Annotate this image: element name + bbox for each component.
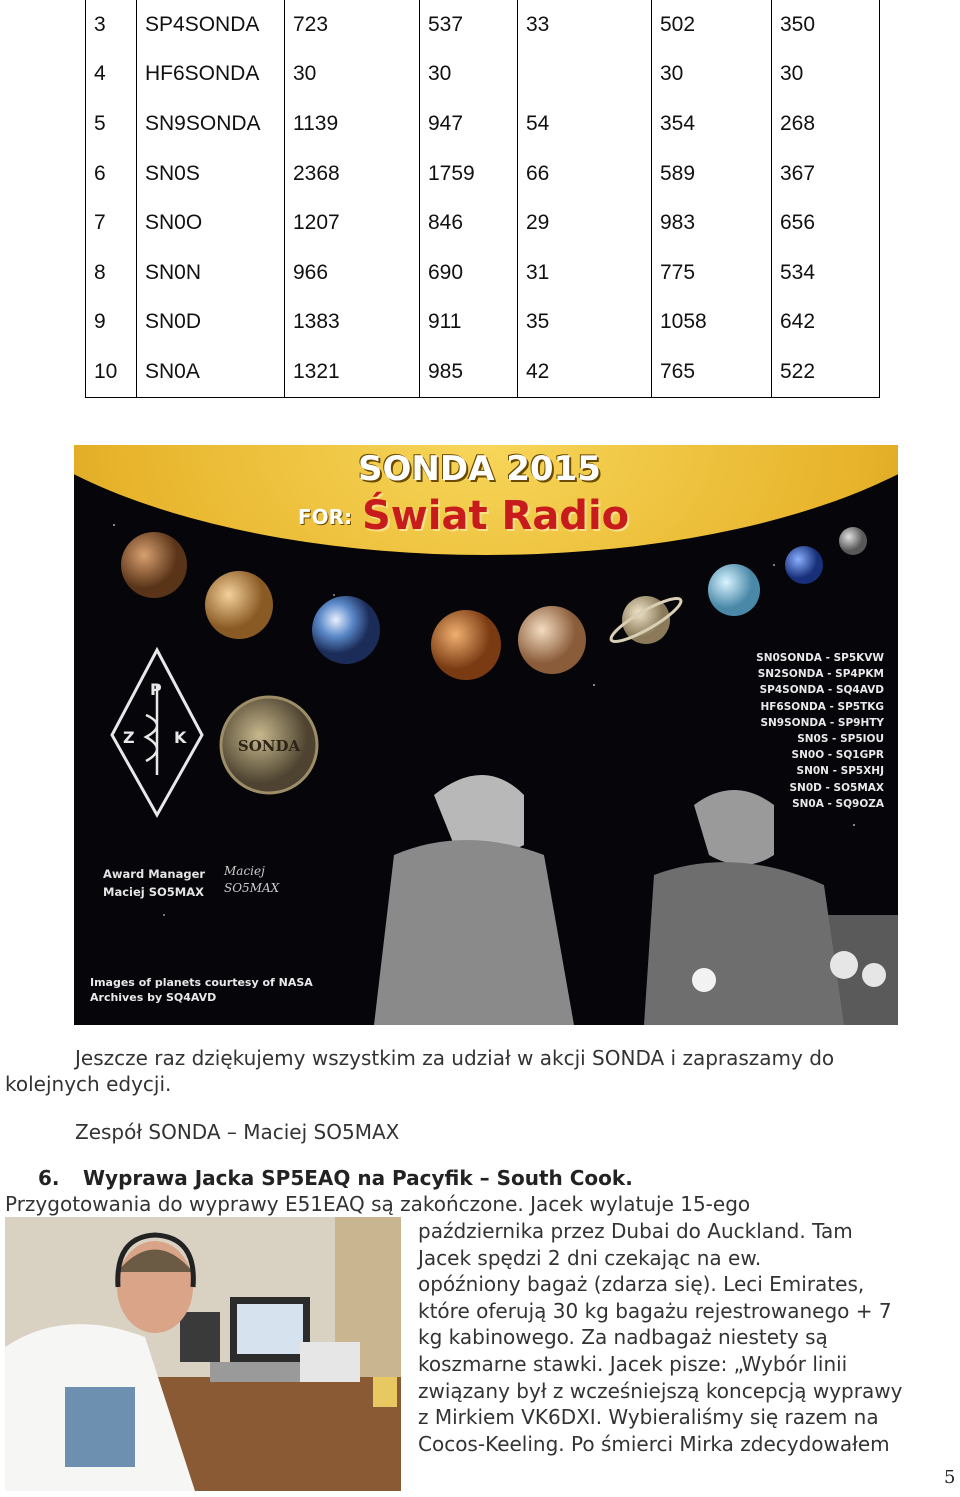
callsign-entry: SN0O - SQ1GPR [791, 749, 884, 762]
table-cell: 1759 [420, 149, 518, 199]
team-signature: Zespół SONDA – Maciej SO5MAX [75, 1120, 400, 1144]
thanks-paragraph-line1: Jeszcze raz dziękujemy wszystkim za udział w akcji SONDA i zapraszamy do [75, 1046, 835, 1070]
table-cell: 29 [518, 198, 652, 248]
table-cell: SN0D [137, 298, 285, 348]
table-cell: 966 [285, 248, 420, 298]
mercury-planet [121, 532, 187, 598]
body-text-line: kg kabinowego. Za nadbagaż niestety są [418, 1325, 828, 1350]
table-cell: 642 [772, 298, 880, 348]
callsign-entry: SN0S - SP5IOU [797, 733, 884, 746]
table-cell: 690 [420, 248, 518, 298]
handwritten-signature [224, 863, 279, 897]
table-cell: 983 [652, 198, 772, 248]
table-cell: 947 [420, 99, 518, 149]
table-cell: 723 [285, 0, 420, 50]
body-text-line: z Mirkiem VK6DXI. Wybieraliśmy się razem na [418, 1405, 879, 1430]
radio-transceiver [300, 1342, 360, 1382]
section-number: 6. [38, 1166, 60, 1190]
table-cell: 589 [652, 149, 772, 199]
callsign-entry: SN0A - SQ9OZA [792, 797, 884, 810]
table-cell: SN0N [137, 248, 285, 298]
table-cell: 911 [420, 298, 518, 348]
pzk-letter-p: P [150, 680, 162, 699]
callsign-entry: SN2SONDA - SP4PKM [757, 668, 884, 681]
award-manager-name: Maciej SO5MAX [103, 885, 204, 899]
table-cell: 537 [420, 0, 518, 50]
table-cell: 54 [518, 99, 652, 149]
table-cell: 502 [652, 0, 772, 50]
table-cell: SN0O [137, 198, 285, 248]
results-table-body [86, 0, 880, 398]
table-cell [518, 50, 652, 100]
table-row [86, 0, 880, 50]
table-cell: 522 [772, 347, 880, 397]
section-body-text [418, 1218, 958, 1457]
body-text-line: które oferują 30 kg bagażu rejestrowanego + 7 [418, 1298, 892, 1323]
desk [155, 1377, 401, 1491]
table-cell: 30 [772, 50, 880, 100]
table-cell: 42 [518, 347, 652, 397]
saturn-planet [607, 592, 685, 648]
mug [373, 1377, 397, 1407]
table-row [86, 99, 880, 149]
signature-name: Maciej [224, 864, 265, 878]
table-row [86, 50, 880, 100]
thanks-paragraph-line2: kolejnych edycji. [5, 1072, 172, 1096]
pzk-letter-k: K [174, 728, 187, 747]
poster-title: SONDA 2015 [358, 449, 601, 489]
table-cell: 30 [652, 50, 772, 100]
body-text-line: Jacek spędzi 2 dni czekając na ew. [418, 1245, 762, 1270]
table-cell: 1383 [285, 298, 420, 348]
table-row [86, 198, 880, 248]
body-text-line: koszmarne stawki. Jacek pisze: „Wybór linii [418, 1351, 848, 1376]
table-cell: 7 [86, 198, 137, 248]
table-cell: 4 [86, 50, 137, 100]
table-cell: SN0A [137, 347, 285, 397]
table-cell: 1058 [652, 298, 772, 348]
callsign-list [748, 650, 898, 812]
table-cell: SN9SONDA [137, 99, 285, 149]
table-row [86, 248, 880, 298]
table-cell: 9 [86, 298, 137, 348]
neptune-planet [785, 546, 823, 584]
table-cell: 846 [420, 198, 518, 248]
table-cell: 30 [420, 50, 518, 100]
table-cell: 367 [772, 149, 880, 199]
sonda-round-logo [221, 697, 317, 793]
poster-subtitle: Świat Radio [362, 493, 630, 539]
pzk-letter-z: Z [123, 728, 135, 747]
credits-archives: Archives by SQ4AVD [90, 991, 217, 1004]
image-credits [90, 975, 313, 1005]
table-cell: 66 [518, 149, 652, 199]
award-manager-title: Award Manager [103, 867, 206, 881]
table-cell: 985 [420, 347, 518, 397]
table-cell: 765 [652, 347, 772, 397]
callsign-entry: SN9SONDA - SP9HTY [760, 716, 884, 729]
table-cell: 775 [652, 248, 772, 298]
body-text-line: opóźniony bagaż (zdarza się). Leci Emirates, [418, 1272, 865, 1297]
table-cell: 2368 [285, 149, 420, 199]
callsign-entry: HF6SONDA - SP5TKG [760, 700, 884, 713]
table-cell: 656 [772, 198, 880, 248]
table-row [86, 347, 880, 397]
body-text-line: Cocos-Keeling. Po śmierci Mirka zdecydowałem [418, 1431, 890, 1456]
table-cell: SN0S [137, 149, 285, 199]
table-cell: 31 [518, 248, 652, 298]
table-cell: 10 [86, 347, 137, 397]
table-cell: 5 [86, 99, 137, 149]
table-cell: 1139 [285, 99, 420, 149]
body-text-line: października przez Dubai do Auckland. Tam [418, 1219, 853, 1243]
table-cell: 354 [652, 99, 772, 149]
page-number: 5 [944, 1467, 956, 1488]
table-cell: 1321 [285, 347, 420, 397]
callsign-entry: SN0D - SO5MAX [789, 781, 884, 794]
table-cell: SP4SONDA [137, 0, 285, 50]
table-cell: 350 [772, 0, 880, 50]
callsign-entry: SP4SONDA - SQ4AVD [759, 684, 884, 697]
earth-planet [312, 596, 380, 664]
table-row [86, 149, 880, 199]
radio-equipment [180, 1312, 220, 1362]
poster-for-label: FOR: [298, 505, 353, 529]
pluto-planet [839, 527, 867, 555]
uranus-planet [708, 564, 760, 616]
section-intro-line: Przygotowania do wyprawy E51EAQ są zakończone. Jacek wylatuje 15-ego [5, 1192, 751, 1216]
table-cell: 30 [285, 50, 420, 100]
callsign-entry: SN0SONDA - SP5KVW [756, 652, 884, 664]
sonda-2015-poster [74, 445, 898, 1025]
mars-planet [431, 610, 501, 680]
table-cell: 8 [86, 248, 137, 298]
venus-planet [205, 571, 273, 639]
jupiter-planet [518, 606, 586, 674]
section-heading [38, 1165, 633, 1191]
section-title: Wyprawa Jacka SP5EAQ na Pacyfik – South Cook. [83, 1166, 633, 1190]
results-table [85, 0, 880, 398]
table-cell: HF6SONDA [137, 50, 285, 100]
credits-nasa: Images of planets courtesy of NASA [90, 976, 313, 989]
table-cell: 35 [518, 298, 652, 348]
table-cell: 268 [772, 99, 880, 149]
table-cell: 33 [518, 0, 652, 50]
table-cell: 6 [86, 149, 137, 199]
signature-callsign: SO5MAX [224, 881, 280, 895]
table-cell: 1207 [285, 198, 420, 248]
callsign-entry: SN0N - SP5XHJ [796, 765, 884, 778]
table-cell: 3 [86, 0, 137, 50]
table-cell: 534 [772, 248, 880, 298]
operator-photo [5, 1217, 401, 1491]
sonda-logo-text: SONDA [237, 737, 301, 755]
table-row [86, 298, 880, 348]
award-manager-label [103, 865, 205, 901]
body-text-line: związany był z wcześniejszą koncepcją wyprawy [418, 1378, 903, 1403]
